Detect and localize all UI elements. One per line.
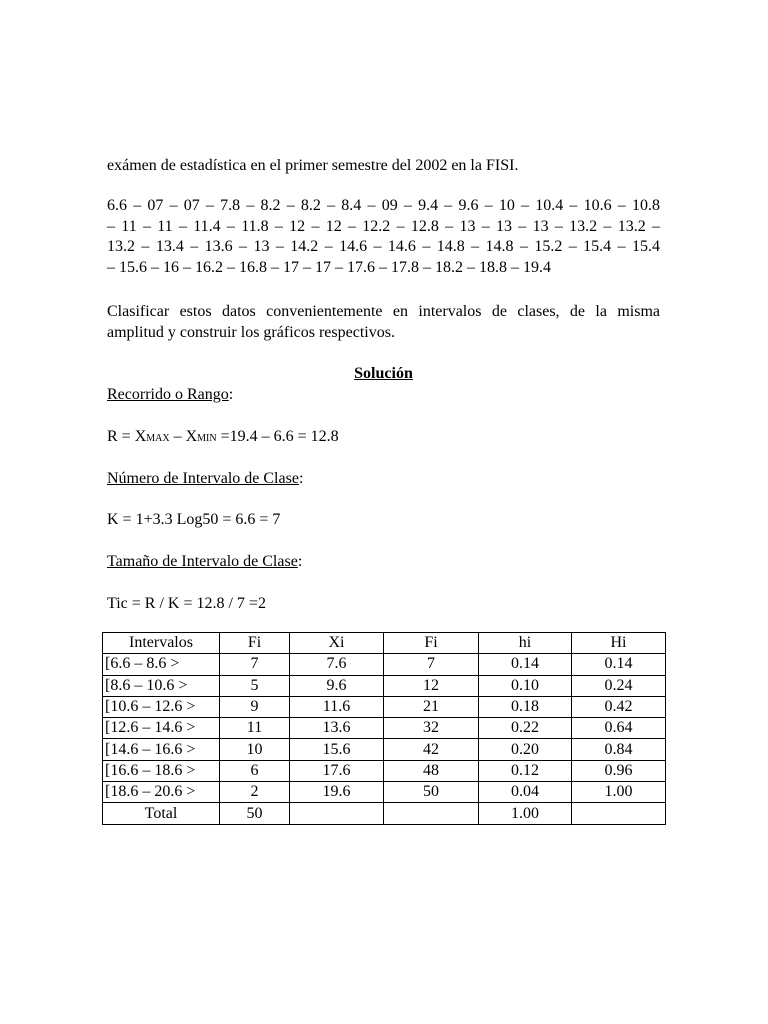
table-header-cell: Xi [290,633,384,654]
table-cell: 5 [220,675,290,696]
table-cell: [18.6 – 20.6 > [103,782,220,803]
table-cell: 0.84 [572,739,666,760]
frequency-table-body [103,633,666,825]
table-header-row [103,633,666,654]
interval-size-formula: Tic = R / K = 12.8 / 7 =2 [107,595,266,612]
intervals-count-heading [107,469,303,489]
table-row [103,760,666,781]
table-row [103,718,666,739]
range-formula-mid: – X [169,428,198,445]
table-cell: 21 [384,696,479,717]
table-cell: 7 [220,654,290,675]
data-line-4: – 15.6 – 16 – 16.2 – 16.8 – 17 – 17 – 17.6 – 17.8 – 18.2 – 18.8 – 19.4 [107,258,551,276]
intervals-count-heading-text: Número de Intervalo de Clase [107,470,299,487]
table-cell: 9 [220,696,290,717]
table-cell: 11 [220,718,290,739]
table-cell: 6 [220,760,290,781]
table-cell: 0.18 [479,696,572,717]
table-total-row [103,803,666,824]
table-cell: 0.10 [479,675,572,696]
table-cell: 0.22 [479,718,572,739]
table-header-cell: Intervalos [103,633,220,654]
interval-size-heading-colon: : [297,553,303,570]
table-cell: 0.64 [572,718,666,739]
data-line-3: 13.2 – 13.4 – 13.6 – 13 – 14.2 – 14.6 – 14.6 – 14.8 – 14.8 – 15.2 – 15.4 – 15.4 [107,238,660,255]
table-cell: 50 [384,782,479,803]
table-cell: [12.6 – 14.6 > [103,718,220,739]
table-cell: 7.6 [290,654,384,675]
range-formula [107,427,339,449]
table-header-cell: Hi [572,633,666,654]
table-cell: 0.14 [572,654,666,675]
range-heading-text: Recorrido o Rango [107,386,229,403]
table-cell: 0.96 [572,760,666,781]
table-cell: 17.6 [290,760,384,781]
range-min-subscript: MIN [197,433,217,444]
range-formula-prefix: R = X [107,428,147,445]
data-values-paragraph [107,196,660,278]
intro-line: exámen de estadística en el primer semestre del 2002 en la FISI. [107,157,519,174]
table-cell: 1.00 [479,803,572,824]
table-cell: [8.6 – 10.6 > [103,675,220,696]
table-cell: [14.6 – 16.6 > [103,739,220,760]
table-cell: 10 [220,739,290,760]
table-cell: 9.6 [290,675,384,696]
table-cell: 19.6 [290,782,384,803]
table-header-cell: Fi [384,633,479,654]
table-cell: 0.24 [572,675,666,696]
table-cell: 0.14 [479,654,572,675]
table-cell: [6.6 – 8.6 > [103,654,220,675]
table-cell [290,803,384,824]
table-cell [384,803,479,824]
instruction-line-2: amplitud y construir los gráficos respectivos. [107,323,395,341]
data-line-1: 6.6 – 07 – 07 – 7.8 – 8.2 – 8.2 – 8.4 – 09 – 9.4 – 9.6 – 10 – 10.4 – 10.6 – 10.8 [107,197,660,214]
table-cell: [16.6 – 18.6 > [103,760,220,781]
range-formula-suffix: =19.4 – 6.6 = 12.8 [216,428,339,445]
table-cell: 11.6 [290,696,384,717]
interval-size-heading-text: Tamaño de Intervalo de Clase [107,553,298,570]
table-header-cell: hi [479,633,572,654]
table-cell: 12 [384,675,479,696]
table-cell: 50 [220,803,290,824]
range-heading-colon: : [228,386,234,403]
table-cell: 7 [384,654,479,675]
table-cell [572,803,666,824]
intervals-count-formula: K = 1+3.3 Log50 = 6.6 = 7 [107,511,281,528]
range-heading [107,385,233,405]
table-row [103,675,666,696]
table-cell: 42 [384,739,479,760]
table-row [103,739,666,760]
instruction-paragraph [107,302,660,343]
table-row [103,696,666,717]
table-cell: 2 [220,782,290,803]
interval-size-heading [107,552,302,572]
table-cell: 0.20 [479,739,572,760]
solution-heading: Solución [354,365,413,382]
table-cell: 0.42 [572,696,666,717]
range-max-subscript: MAX [146,433,170,444]
table-cell: 15.6 [290,739,384,760]
table-row [103,654,666,675]
table-cell: 13.6 [290,718,384,739]
table-row [103,782,666,803]
frequency-table [102,632,666,825]
data-line-2: – 11 – 11 – 11.4 – 11.8 – 12 – 12 – 12.2 – 12.8 – 13 – 13 – 13 – 13.2 – 13.2 – [107,217,660,235]
table-cell: 1.00 [572,782,666,803]
instruction-line-1: Clasificar estos datos convenientemente en intervalos de clases, de la misma [107,303,660,320]
intervals-count-heading-colon: : [298,470,304,487]
table-cell: 0.12 [479,760,572,781]
table-cell: 32 [384,718,479,739]
table-cell: [10.6 – 12.6 > [103,696,220,717]
table-cell: 0.04 [479,782,572,803]
table-header-cell: Fi [220,633,290,654]
table-cell: 48 [384,760,479,781]
table-cell: Total [103,803,220,824]
